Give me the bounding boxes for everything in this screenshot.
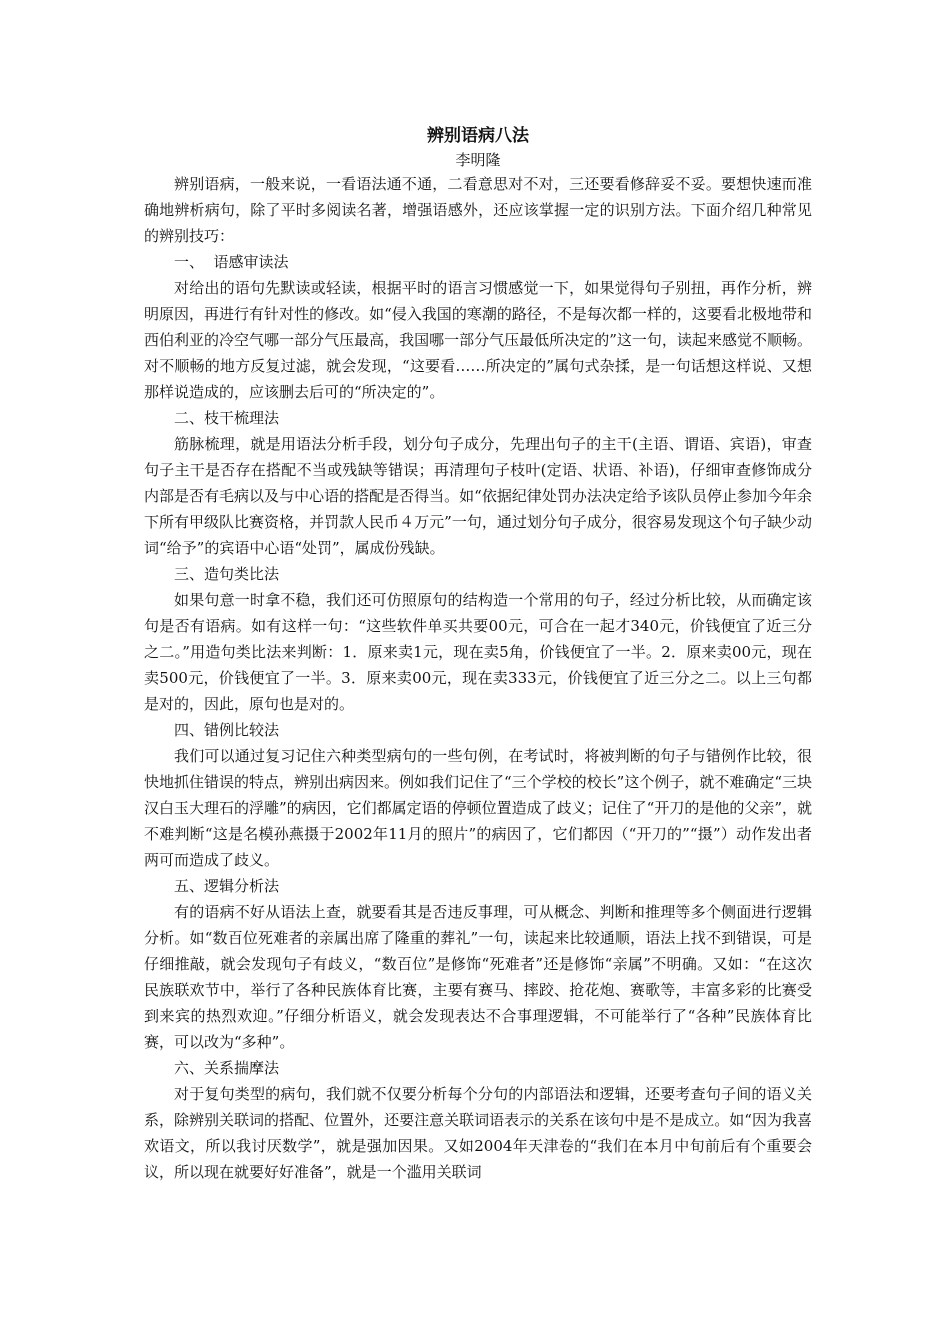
document-title: 辨别语病八法 (427, 126, 529, 146)
section-body-6: 对于复句类型的病句，我们就不仅要分析每个分句的内部语法和逻辑，还要考查句子间的语义关系，除辨别关联词的搭配、位置外，还要注意关联词语表示的关系在该句中是不是成立。如“因为我喜欢语文，所以我讨厌数学”，就是强加因果。又如2004年天津卷的“我们在本月中旬前后有个重要会议，所以现在就要好好准备”，就是一个滥用关联词 (144, 1085, 812, 1181)
section-body-3: 如果句意一时拿不稳，我们还可仿照原句的结构造一个常用的句子，经过分析比较，从而确定该句是否有语病。如有这样一句：“这些软件单买共要00元，可合在一起才340元，价钱便宜了近三分之二。”用造句类比法来判断：1．原来卖1元，现在卖5角，价钱便宜了一半。2．原来卖00元，现在卖500元，价钱便宜了一半。3．原来卖00元，现在卖333元，价钱便宜了近三分之二。以上三句都是对的，因此，原句也是对的。 (144, 591, 812, 713)
section-heading-5: 五、逻辑分析法 (174, 877, 280, 895)
document-page (144, 123, 812, 1185)
section-body-1: 对给出的语句先默读或轻读，根据平时的语言习惯感觉一下，如果觉得句子别扭，再作分析，辨明原因，再进行有针对性的修改。如“侵入我国的寒潮的路径，不是每次都一样的，这要看北极地带和西伯利亚的冷空气哪一部分气压最高，我国哪一部分气压最低所决定的”这一句，读起来感觉不顺畅。对不顺畅的地方反复过滤，就会发现，“这要看……所决定的”属句式杂揉，是一句话想这样说、又想那样说造成的，应该删去后可的“所决定的”。 (144, 279, 812, 401)
document-author: 李明隆 (455, 151, 501, 169)
section-body-2: 筋脉梳理，就是用语法分析手段，划分句子成分，先理出句子的主干(主语、谓语、宾语)，审查句子主干是否存在搭配不当或残缺等错误；再清理句子枝叶(定语、状语、补语)，仔细审查修饰成分内部是否有毛病以及与中心语的搭配是否得当。如“依据纪律处罚办法决定给予该队员停止参加今年余下所有甲级队比赛资格，并罚款人民币４万元”一句，通过划分句子成分，很容易发现这个句子缺少动词“给予”的宾语中心语“处罚”，属成份残缺。 (144, 435, 812, 557)
section-heading-3: 三、造句类比法 (174, 565, 280, 583)
section-body-4: 我们可以通过复习记住六种类型病句的一些句例，在考试时，将被判断的句子与错例作比较，很快地抓住错误的特点，辨别出病因来。例如我们记住了“三个学校的校长”这个例子，就不难确定“三块汉白玉大理石的浮雕”的病因，它们都属定语的停顿位置造成了歧义；记住了“开刀的是他的父亲”，就不难判断“这是名模孙燕摄于2002年11月的照片”的病因了，它们都因（“开刀的”“摄”）动作发出者两可而造成了歧义。 (144, 747, 813, 869)
section-body-5: 有的语病不好从语法上查，就要看其是否违反事理，可从概念、判断和推理等多个侧面进行逻辑分析。如“数百位死难者的亲属出席了隆重的葬礼”一句，读起来比较通顺，语法上找不到错误，可是仔细推敲，就会发现句子有歧义，“数百位”是修饰“死难者”还是修饰“亲属”不明确。又如：“在这次民族联欢节中，举行了各种民族体育比赛，主要有赛马、摔跤、抢花炮、赛歌等，丰富多彩的比赛受到来宾的热烈欢迎。”仔细分析语义，就会发现表达不合事理逻辑，不可能举行了“各种”民族体育比赛，可以改为“多种”。 (144, 903, 812, 1051)
section-heading-2: 二、枝干梳理法 (174, 409, 280, 427)
section-heading-1: 一、 语感审读法 (174, 253, 289, 271)
section-heading-6: 六、关系揣摩法 (174, 1059, 280, 1077)
section-heading-4: 四、错例比较法 (174, 721, 280, 739)
intro-paragraph: 辨别语病，一般来说，一看语法通不通，二看意思对不对，三还要看修辞妥不妥。要想快速而准确地辨析病句，除了平时多阅读名著，增强语感外，还应该掌握一定的识别方法。下面介绍几种常见的辨别技巧： (144, 175, 812, 245)
